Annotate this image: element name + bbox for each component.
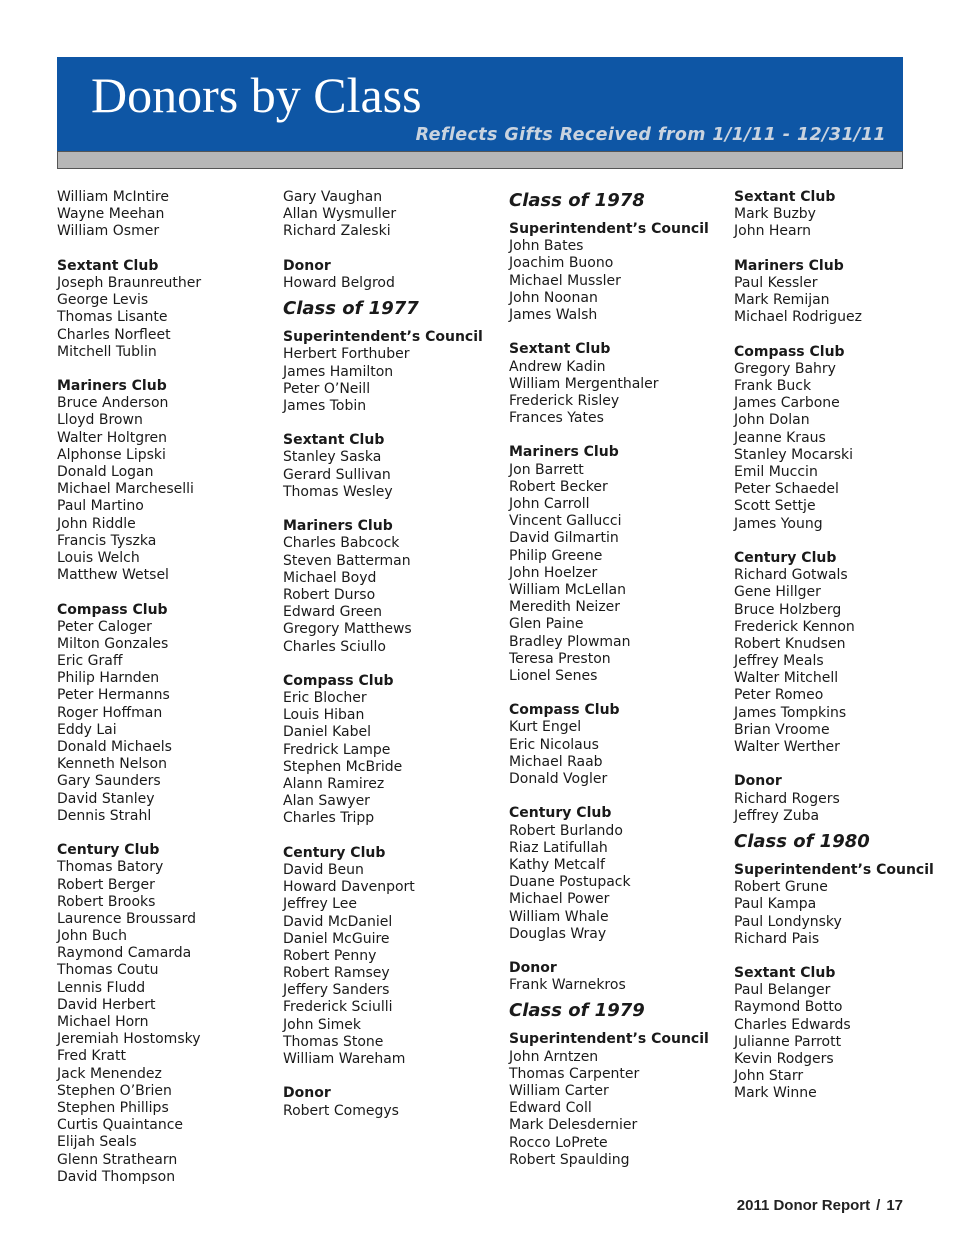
donor-name: Louis Welch <box>57 549 140 566</box>
donor-name: John Simek <box>283 1016 362 1033</box>
donor-name: Lloyd Brown <box>57 412 143 429</box>
section-spacer <box>734 327 956 344</box>
donor-name: Glen Paine <box>509 616 584 633</box>
donor-name: David Stanley <box>57 790 155 807</box>
donor-name: Lionel Senes <box>509 667 598 684</box>
donor-name: Donald Logan <box>57 464 154 480</box>
giving-level-heading: Superintendent’s Council <box>734 861 934 878</box>
donor-column-2 <box>283 189 505 1120</box>
donor-name: Jeffrey Meals <box>734 653 824 670</box>
giving-level-heading: Sextant Club <box>283 432 385 449</box>
donor-name: Brian Vroome <box>734 721 830 738</box>
donor-name: Charles Babcock <box>283 535 400 552</box>
donor-name: Louis Hiban <box>283 707 365 724</box>
donor-name: Robert Comegys <box>283 1102 399 1119</box>
donor-name: Michael Power <box>509 891 610 908</box>
donor-name: Eric Blocher <box>283 690 367 707</box>
donor-name: Stanley Mocarski <box>734 446 854 463</box>
giving-level-heading: Superintendent’s Council <box>509 1031 709 1048</box>
giving-level-heading: Century Club <box>57 842 160 859</box>
giving-level-heading: Donor <box>509 960 557 977</box>
donor-name: Paul Martino <box>57 498 144 515</box>
donor-name: William McIntire <box>57 189 169 205</box>
section-spacer <box>283 501 505 518</box>
donor-name: Michael Raab <box>509 753 603 770</box>
donor-name: Mitchell Tublin <box>57 343 157 360</box>
donor-name: Frederick Kennon <box>734 618 855 635</box>
donor-name: Michael Boyd <box>283 569 377 586</box>
donor-name: Peter Caloger <box>57 618 152 635</box>
donor-name: Eric Nicolaus <box>509 736 599 753</box>
donor-name: Donald Michaels <box>57 739 172 755</box>
donor-name: Kenneth Nelson <box>57 756 167 773</box>
donor-name: Douglas Wray <box>509 925 607 942</box>
giving-level-heading: Mariners Club <box>283 518 393 535</box>
section-spacer <box>734 533 956 550</box>
donor-name: Stanley Saska <box>283 449 382 466</box>
section-spacer <box>509 685 731 702</box>
page-footer <box>737 1197 903 1214</box>
page-number: 17 <box>886 1197 903 1214</box>
donor-name: Thomas Lisante <box>57 309 168 326</box>
giving-level-heading: Century Club <box>283 844 386 861</box>
donor-name: Walter Werther <box>734 739 840 755</box>
donor-name: Eric Graff <box>57 653 123 670</box>
donor-name: Robert Spaulding <box>509 1151 630 1168</box>
section-spacer <box>734 948 956 965</box>
page-subtitle: Reflects Gifts Received from 1/1/11 - 12/31/11 <box>415 125 886 145</box>
banner-divider-bar <box>57 151 903 169</box>
donor-name: Thomas Coutu <box>57 962 159 979</box>
donor-name: Daniel Kabel <box>283 724 371 741</box>
donor-name: Fredrick Lampe <box>283 741 391 758</box>
donor-name: Donald Vogler <box>509 771 608 787</box>
donor-name: Julianne Parrott <box>734 1033 842 1050</box>
donor-name: David Thompson <box>57 1168 176 1185</box>
donor-name: Alphonse Lipski <box>57 446 166 463</box>
donor-name: Jeffery Sanders <box>283 982 390 999</box>
donor-name: Jeanne Kraus <box>734 429 826 446</box>
donor-name: Rocco LoPrete <box>509 1134 608 1151</box>
section-spacer <box>57 825 279 842</box>
donor-name: Robert Knudsen <box>734 635 846 652</box>
donor-name: Jon Barrett <box>509 461 584 478</box>
donor-name: Bruce Holzberg <box>734 601 842 618</box>
giving-level-heading: Sextant Club <box>509 341 611 358</box>
donor-name: Robert Durso <box>283 586 376 603</box>
donor-name: Alan Sawyer <box>283 793 370 810</box>
giving-level-heading: Century Club <box>734 549 837 566</box>
donor-name: Milton Gonzales <box>57 635 169 652</box>
donor-name: William Wareham <box>283 1051 406 1067</box>
donor-name: Elijah Seals <box>57 1134 137 1151</box>
section-spacer <box>283 828 505 845</box>
donor-name: Jeffrey Lee <box>283 896 357 913</box>
donor-column-1 <box>57 189 279 1186</box>
donor-name: Philip Harnden <box>57 670 160 687</box>
page-title: Donors by Class <box>91 67 422 123</box>
section-spacer <box>57 584 279 601</box>
donor-name: David Gilmartin <box>509 530 619 547</box>
donor-name: Frank Buck <box>734 378 812 395</box>
donor-name: Charles Sciullo <box>283 638 386 655</box>
donor-name: Michael Horn <box>57 1014 149 1030</box>
giving-level-heading: Superintendent’s Council <box>509 221 709 237</box>
donor-name: Peter O’Neill <box>283 380 371 397</box>
donor-name: Michael Mussler <box>509 272 621 289</box>
donor-name: David McDaniel <box>283 913 393 930</box>
donor-name: Herbert Forthuber <box>283 346 410 363</box>
donor-name: William Osmer <box>57 223 160 240</box>
donor-name: Eddy Lai <box>57 721 117 738</box>
donor-name: Gregory Matthews <box>283 621 412 638</box>
donor-name: Richard Rogers <box>734 790 840 807</box>
donor-name: Paul Londynsky <box>734 913 842 930</box>
donor-name: Thomas Batory <box>57 859 164 876</box>
class-year-heading: Class of 1978 <box>509 190 645 211</box>
donor-name: Francis Tyszka <box>57 532 157 549</box>
giving-level-heading: Donor <box>734 773 782 790</box>
class-year-heading: Class of 1979 <box>509 1000 645 1022</box>
donor-name: Glenn Strathearn <box>57 1151 178 1168</box>
donor-name: John Starr <box>734 1068 804 1085</box>
donor-name: Daniel McGuire <box>283 930 390 947</box>
donor-name: Robert Ramsey <box>283 965 390 982</box>
donor-name: Robert Brooks <box>57 893 156 910</box>
section-spacer <box>283 656 505 673</box>
donor-name: Kurt Engel <box>509 719 582 736</box>
giving-level-heading: Donor <box>283 257 331 274</box>
donor-name: John Dolan <box>734 412 810 429</box>
giving-level-heading: Donor <box>283 1085 331 1102</box>
donor-name: John Noonan <box>509 289 598 306</box>
donor-name: Michael Marcheselli <box>57 481 194 498</box>
donor-name: Fred Kratt <box>57 1048 126 1065</box>
donor-name: Jeremiah Hostomsky <box>57 1031 201 1048</box>
donor-name: Paul Kampa <box>734 896 817 913</box>
giving-level-heading: Century Club <box>509 805 612 822</box>
donor-name: Mark Winne <box>734 1085 817 1102</box>
giving-level-heading: Sextant Club <box>57 257 159 274</box>
donor-name: Jeffrey Zuba <box>734 807 820 824</box>
donor-name: Dennis Strahl <box>57 807 152 824</box>
donor-name: William Whale <box>509 908 609 925</box>
class-year-heading: Class of 1977 <box>283 298 419 320</box>
donor-name: Emil Muccin <box>734 464 818 480</box>
donor-name: Paul Kessler <box>734 274 818 291</box>
donor-name: John Bates <box>509 238 584 255</box>
section-spacer <box>509 427 731 444</box>
donor-name: John Arntzen <box>509 1048 599 1065</box>
section-spacer <box>283 415 505 432</box>
donor-name: Mark Delesdernier <box>509 1117 638 1134</box>
donor-name: Allan Wysmuller <box>283 206 397 223</box>
donor-name: Vincent Gallucci <box>509 513 622 530</box>
donor-name: David Herbert <box>57 996 156 1013</box>
donor-name: Stephen O’Brien <box>57 1082 172 1099</box>
donor-name: Kathy Metcalf <box>509 856 605 873</box>
donor-name: Scott Settje <box>734 498 816 515</box>
donor-name: Meredith Neizer <box>509 599 621 616</box>
donor-name: Lennis Fludd <box>57 979 146 996</box>
donor-name: Robert Berger <box>57 876 155 893</box>
donor-name: Charles Edwards <box>734 1016 851 1033</box>
donor-name: Philip Greene <box>509 547 603 564</box>
donor-name: Howard Belgrod <box>283 274 395 291</box>
section-spacer <box>57 361 279 378</box>
donor-name: Thomas Stone <box>283 1033 384 1050</box>
donor-name: Matthew Wetsel <box>57 567 169 584</box>
donor-name: Robert Burlando <box>509 822 623 839</box>
donor-name: Robert Grune <box>734 879 828 896</box>
donor-name: Stephen McBride <box>283 758 403 775</box>
giving-level-heading: Compass Club <box>283 672 394 689</box>
donor-name: Riaz Latifullah <box>509 839 608 856</box>
donor-name: Frederick Sciulli <box>283 999 393 1016</box>
giving-level-heading: Sextant Club <box>734 189 836 205</box>
donor-name: Gary Saunders <box>57 773 161 790</box>
giving-level-heading: Compass Club <box>57 601 168 618</box>
donor-name: Gene Hillger <box>734 584 821 601</box>
donor-name: Edward Coll <box>509 1100 592 1117</box>
donor-name: Robert Becker <box>509 478 608 495</box>
donor-name: Steven Batterman <box>283 552 411 569</box>
donor-name: Laurence Broussard <box>57 910 197 927</box>
donor-name: Andrew Kadin <box>509 358 606 375</box>
donor-name: Howard Davenport <box>283 879 415 896</box>
donor-name: William McLellan <box>509 581 626 598</box>
donor-name: John Hearn <box>734 223 811 240</box>
donor-name: James Tobin <box>283 397 367 414</box>
donor-name: Edward Green <box>283 604 383 621</box>
section-spacer <box>734 756 956 773</box>
section-spacer <box>283 241 505 258</box>
donor-name: Duane Postupack <box>509 874 631 891</box>
donor-name: John Carroll <box>509 496 590 512</box>
giving-level-heading: Superintendent’s Council <box>283 329 483 346</box>
donor-name: George Levis <box>57 292 149 309</box>
donor-name: Michael Rodriguez <box>734 309 862 326</box>
donor-name: Richard Pais <box>734 930 820 947</box>
giving-level-heading: Compass Club <box>509 702 620 719</box>
donor-name: John Riddle <box>57 515 136 532</box>
donor-name: Curtis Quaintance <box>57 1117 184 1134</box>
donor-name: Joachim Buono <box>509 255 614 272</box>
donor-name: Frederick Risley <box>509 392 620 409</box>
donor-name: Kevin Rodgers <box>734 1051 834 1067</box>
donor-name: James Walsh <box>509 306 598 323</box>
donor-name: Walter Holtgren <box>57 429 168 446</box>
donor-name: James Tompkins <box>734 704 847 721</box>
donor-name: Mark Remijan <box>734 292 830 309</box>
donor-name: Charles Tripp <box>283 810 375 827</box>
header-banner <box>57 57 903 169</box>
donor-name: Thomas Carpenter <box>509 1065 640 1082</box>
section-spacer <box>734 241 956 258</box>
donor-name: Walter Mitchell <box>734 670 839 687</box>
section-spacer <box>509 324 731 341</box>
giving-level-heading: Mariners Club <box>57 378 167 395</box>
donor-name: Wayne Meehan <box>57 206 165 223</box>
donor-name: Stephen Phillips <box>57 1099 169 1116</box>
donor-column-3 <box>509 189 731 1169</box>
section-spacer <box>57 241 279 258</box>
donor-column-4 <box>734 189 956 1103</box>
donor-name: Bradley Plowman <box>509 633 631 650</box>
section-spacer <box>509 943 731 960</box>
donor-name: Paul Belanger <box>734 982 831 999</box>
donor-name: Thomas Wesley <box>283 483 393 500</box>
donor-name: Peter Hermanns <box>57 687 170 704</box>
donor-name: John Hoelzer <box>509 564 598 581</box>
donor-name: James Young <box>734 515 823 532</box>
donor-name: Richard Gotwals <box>734 567 848 584</box>
donor-name: Raymond Botto <box>734 999 843 1016</box>
donor-name: Raymond Camarda <box>57 945 192 962</box>
donor-name: Gregory Bahry <box>734 360 836 377</box>
giving-level-heading: Sextant Club <box>734 965 836 982</box>
donor-name: James Carbone <box>734 395 840 412</box>
donor-name: Gerard Sullivan <box>283 466 391 483</box>
donor-name: Frances Yates <box>509 410 604 427</box>
donor-name: Roger Hoffman <box>57 704 163 721</box>
donor-name: William Mergenthaler <box>509 375 659 392</box>
donor-name: Richard Zaleski <box>283 223 391 240</box>
donor-name: John Buch <box>57 928 127 945</box>
footer-separator: / <box>876 1197 881 1214</box>
donor-name: Alann Ramirez <box>283 776 385 792</box>
donor-name: Peter Schaedel <box>734 481 839 498</box>
class-year-heading: Class of 1980 <box>734 830 870 852</box>
donor-name: James Hamilton <box>283 363 394 380</box>
donor-name: William Carter <box>509 1083 609 1099</box>
donor-name: Joseph Braunreuther <box>57 274 202 291</box>
donor-name: Gary Vaughan <box>283 189 383 205</box>
donor-name: Teresa Preston <box>509 650 611 667</box>
giving-level-heading: Compass Club <box>734 343 845 360</box>
donor-name: David Beun <box>283 861 364 878</box>
section-spacer <box>509 788 731 805</box>
donor-name: Frank Warnekros <box>509 977 626 994</box>
donor-name: Peter Romeo <box>734 687 824 704</box>
giving-level-heading: Mariners Club <box>509 444 619 461</box>
section-spacer <box>283 1068 505 1085</box>
donor-name: Charles Norfleet <box>57 326 171 343</box>
donor-name: Jack Menendez <box>57 1065 162 1082</box>
donor-name: Robert Penny <box>283 947 377 964</box>
donor-name: Mark Buzby <box>734 206 816 223</box>
donor-name: Bruce Anderson <box>57 395 169 412</box>
giving-level-heading: Mariners Club <box>734 257 844 274</box>
report-name: 2011 Donor Report <box>736 1197 871 1214</box>
